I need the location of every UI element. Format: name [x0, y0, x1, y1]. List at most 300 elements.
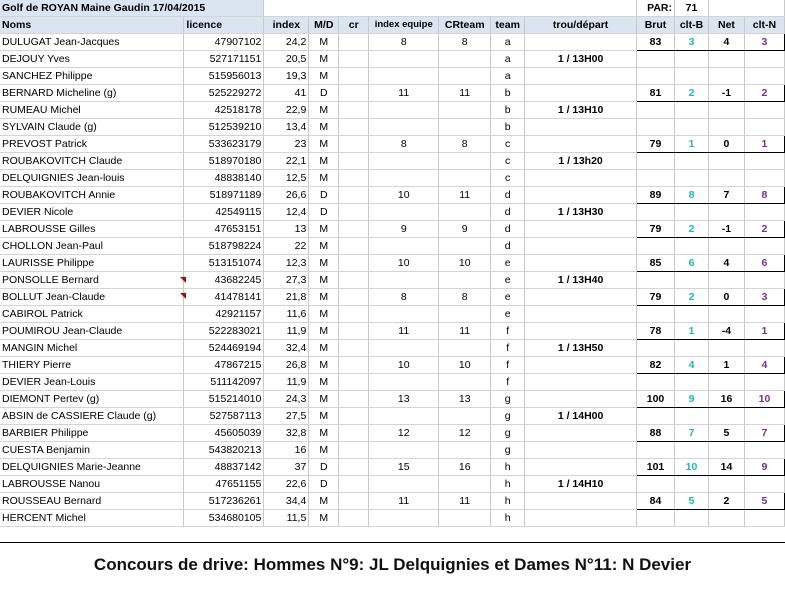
player-name: HERCENT Michel — [0, 510, 184, 527]
player-brut: 101 — [637, 459, 675, 476]
player-row — [0, 153, 785, 170]
player-brut: 89 — [637, 187, 675, 204]
player-licence: 47907102 — [184, 34, 264, 51]
player-name: LAURISSE Philippe — [0, 255, 184, 272]
player-brut — [637, 442, 675, 459]
player-cr — [339, 476, 369, 493]
comment-marker — [180, 293, 186, 299]
player-brut — [637, 153, 675, 170]
player-md: M — [309, 323, 339, 340]
player-trou-depart: 1 / 14H00 — [525, 408, 637, 425]
player-trou-depart — [525, 255, 637, 272]
player-team: g — [491, 442, 525, 459]
player-clt-n: 2 — [744, 221, 784, 238]
player-clt-n: 10 — [744, 391, 784, 408]
player-team: a — [491, 68, 525, 85]
player-row — [0, 510, 785, 527]
player-licence: 47653151 — [184, 221, 264, 238]
player-trou-depart: 1 / 13h20 — [525, 153, 637, 170]
player-index: 22,9 — [264, 102, 309, 119]
player-cr — [339, 102, 369, 119]
player-team: e — [491, 255, 525, 272]
player-clt-n — [744, 510, 784, 527]
player-name: PREVOST Patrick — [0, 136, 184, 153]
player-md: D — [309, 459, 339, 476]
player-name: BERNARD Micheline (g) — [0, 85, 184, 102]
player-index-equipe — [369, 68, 439, 85]
player-net: 4 — [708, 255, 744, 272]
player-index: 32,4 — [264, 340, 309, 357]
player-index: 22,6 — [264, 476, 309, 493]
player-licence: 47651155 — [184, 476, 264, 493]
player-clt-n — [744, 340, 784, 357]
player-team: d — [491, 221, 525, 238]
player-team: a — [491, 51, 525, 68]
player-name: DEJOUY Yves — [0, 51, 184, 68]
player-trou-depart — [525, 119, 637, 136]
player-cr — [339, 34, 369, 51]
player-clt-n — [744, 170, 784, 187]
player-brut — [637, 476, 675, 493]
player-team: e — [491, 306, 525, 323]
player-net — [708, 272, 744, 289]
player-row — [0, 340, 785, 357]
player-cr — [339, 153, 369, 170]
player-cr — [339, 136, 369, 153]
player-net — [708, 119, 744, 136]
player-row — [0, 408, 785, 425]
player-net: 5 — [708, 425, 744, 442]
player-team: f — [491, 340, 525, 357]
player-brut — [637, 408, 675, 425]
player-trou-depart — [525, 68, 637, 85]
player-brut — [637, 374, 675, 391]
player-net — [708, 476, 744, 493]
player-index-equipe: 10 — [369, 255, 439, 272]
player-trou-depart — [525, 34, 637, 51]
header-net: Net — [708, 17, 744, 34]
player-clt-b: 2 — [675, 289, 709, 306]
player-clt-b: 1 — [675, 136, 709, 153]
player-crteam: 11 — [439, 323, 491, 340]
player-row — [0, 221, 785, 238]
player-team: g — [491, 408, 525, 425]
player-cr — [339, 442, 369, 459]
player-row — [0, 272, 785, 289]
par-label: PAR: — [637, 0, 675, 17]
player-index: 11,9 — [264, 374, 309, 391]
player-crteam — [439, 272, 491, 289]
player-crteam: 10 — [439, 357, 491, 374]
header-licence: licence — [184, 17, 264, 34]
player-index: 26,8 — [264, 357, 309, 374]
player-clt-b — [675, 170, 709, 187]
player-md: D — [309, 85, 339, 102]
player-net: 16 — [708, 391, 744, 408]
player-md: M — [309, 102, 339, 119]
player-brut — [637, 51, 675, 68]
header-index-equipe: index equipe — [369, 17, 439, 34]
player-crteam: 8 — [439, 136, 491, 153]
player-cr — [339, 459, 369, 476]
player-net: -1 — [708, 85, 744, 102]
player-net: -4 — [708, 323, 744, 340]
player-trou-depart — [525, 306, 637, 323]
player-team: h — [491, 493, 525, 510]
player-md: M — [309, 34, 339, 51]
player-licence: 522283021 — [184, 323, 264, 340]
player-row — [0, 289, 785, 306]
player-name: POUMIROU Jean-Claude — [0, 323, 184, 340]
player-clt-b: 2 — [675, 85, 709, 102]
player-team: b — [491, 85, 525, 102]
player-team: g — [491, 425, 525, 442]
player-team: h — [491, 510, 525, 527]
player-brut — [637, 306, 675, 323]
player-brut — [637, 119, 675, 136]
player-md: M — [309, 374, 339, 391]
player-cr — [339, 204, 369, 221]
player-crteam — [439, 102, 491, 119]
player-crteam: 10 — [439, 255, 491, 272]
player-index-equipe: 13 — [369, 391, 439, 408]
player-index-equipe: 11 — [369, 323, 439, 340]
player-net: 14 — [708, 459, 744, 476]
player-net — [708, 510, 744, 527]
player-cr — [339, 272, 369, 289]
player-name: CUESTA Benjamin — [0, 442, 184, 459]
player-cr — [339, 51, 369, 68]
player-clt-b — [675, 408, 709, 425]
player-net — [708, 408, 744, 425]
player-cr — [339, 374, 369, 391]
player-clt-n — [744, 153, 784, 170]
player-index-equipe: 8 — [369, 34, 439, 51]
player-licence: 518970180 — [184, 153, 264, 170]
player-md: M — [309, 357, 339, 374]
player-clt-n: 1 — [744, 323, 784, 340]
player-clt-n: 8 — [744, 187, 784, 204]
player-cr — [339, 391, 369, 408]
player-net: 1 — [708, 357, 744, 374]
player-team: b — [491, 119, 525, 136]
player-md: M — [309, 425, 339, 442]
player-md: M — [309, 306, 339, 323]
player-clt-n: 4 — [744, 357, 784, 374]
player-crteam: 16 — [439, 459, 491, 476]
player-row — [0, 374, 785, 391]
player-md: M — [309, 170, 339, 187]
player-row — [0, 476, 785, 493]
player-cr — [339, 119, 369, 136]
player-clt-b: 2 — [675, 221, 709, 238]
comment-marker — [180, 277, 186, 283]
player-cr — [339, 340, 369, 357]
player-clt-b — [675, 51, 709, 68]
player-index-equipe — [369, 340, 439, 357]
player-brut — [637, 272, 675, 289]
player-team: c — [491, 170, 525, 187]
player-cr — [339, 68, 369, 85]
player-crteam: 11 — [439, 187, 491, 204]
header-brut: Brut — [637, 17, 675, 34]
player-clt-b — [675, 306, 709, 323]
player-licence: 518971189 — [184, 187, 264, 204]
player-team: d — [491, 204, 525, 221]
player-licence: 42921157 — [184, 306, 264, 323]
player-clt-n — [744, 204, 784, 221]
player-index-equipe: 8 — [369, 289, 439, 306]
player-md: M — [309, 68, 339, 85]
player-row — [0, 323, 785, 340]
player-clt-b — [675, 442, 709, 459]
player-index: 23 — [264, 136, 309, 153]
player-row — [0, 119, 785, 136]
player-clt-n — [744, 374, 784, 391]
player-crteam — [439, 510, 491, 527]
player-net: 7 — [708, 187, 744, 204]
player-index-equipe — [369, 153, 439, 170]
player-index: 32,8 — [264, 425, 309, 442]
player-crteam: 13 — [439, 391, 491, 408]
player-name: DELQUIGNIES Marie-Jeanne — [0, 459, 184, 476]
player-clt-n: 7 — [744, 425, 784, 442]
player-name: DULUGAT Jean-Jacques — [0, 34, 184, 51]
player-index: 22 — [264, 238, 309, 255]
player-net — [708, 153, 744, 170]
player-team: b — [491, 102, 525, 119]
player-name: ABSIN de CASSIERE Claude (g) — [0, 408, 184, 425]
player-name: BOLLUT Jean-Claude — [0, 289, 184, 306]
player-index-equipe — [369, 408, 439, 425]
player-clt-n — [744, 51, 784, 68]
player-md: D — [309, 204, 339, 221]
player-crteam — [439, 476, 491, 493]
player-licence: 47867215 — [184, 357, 264, 374]
player-crteam — [439, 408, 491, 425]
player-crteam — [439, 442, 491, 459]
player-md: M — [309, 221, 339, 238]
player-crteam: 12 — [439, 425, 491, 442]
player-index: 12,4 — [264, 204, 309, 221]
player-row — [0, 357, 785, 374]
player-trou-depart: 1 / 14H10 — [525, 476, 637, 493]
player-brut: 88 — [637, 425, 675, 442]
player-trou-depart — [525, 323, 637, 340]
player-licence: 42549115 — [184, 204, 264, 221]
player-team: f — [491, 323, 525, 340]
player-licence: 525229272 — [184, 85, 264, 102]
player-net: 4 — [708, 34, 744, 51]
player-clt-b: 4 — [675, 357, 709, 374]
player-cr — [339, 238, 369, 255]
player-crteam — [439, 153, 491, 170]
player-md: M — [309, 340, 339, 357]
player-trou-depart — [525, 425, 637, 442]
player-clt-b — [675, 102, 709, 119]
player-brut: 81 — [637, 85, 675, 102]
player-cr — [339, 85, 369, 102]
player-trou-depart — [525, 357, 637, 374]
player-crteam — [439, 374, 491, 391]
player-index: 24,3 — [264, 391, 309, 408]
player-clt-b: 8 — [675, 187, 709, 204]
player-name: LABROUSSE Nanou — [0, 476, 184, 493]
player-index: 26,6 — [264, 187, 309, 204]
player-index: 41 — [264, 85, 309, 102]
player-row — [0, 204, 785, 221]
player-clt-b — [675, 238, 709, 255]
player-cr — [339, 306, 369, 323]
player-trou-depart: 1 / 13H40 — [525, 272, 637, 289]
player-clt-n: 3 — [744, 34, 784, 51]
player-trou-depart — [525, 238, 637, 255]
player-index: 20,5 — [264, 51, 309, 68]
player-clt-n: 3 — [744, 289, 784, 306]
player-row — [0, 51, 785, 68]
player-md: M — [309, 255, 339, 272]
player-trou-depart: 1 / 13H50 — [525, 340, 637, 357]
player-trou-depart — [525, 374, 637, 391]
player-name: ROUBAKOVITCH Claude — [0, 153, 184, 170]
player-team: d — [491, 187, 525, 204]
player-clt-n — [744, 119, 784, 136]
player-name: DIEMONT Pertev (g) — [0, 391, 184, 408]
par-value: 71 — [675, 0, 709, 17]
player-row — [0, 493, 785, 510]
player-row — [0, 68, 785, 85]
player-clt-n: 6 — [744, 255, 784, 272]
player-name: ROUSSEAU Bernard — [0, 493, 184, 510]
player-md: M — [309, 51, 339, 68]
player-licence: 527587113 — [184, 408, 264, 425]
player-cr — [339, 493, 369, 510]
player-licence: 511142097 — [184, 374, 264, 391]
player-clt-b — [675, 510, 709, 527]
player-cr — [339, 170, 369, 187]
player-md: D — [309, 476, 339, 493]
player-trou-depart — [525, 289, 637, 306]
player-md: M — [309, 153, 339, 170]
player-clt-n: 2 — [744, 85, 784, 102]
player-team: c — [491, 136, 525, 153]
player-index-equipe — [369, 204, 439, 221]
player-index-equipe — [369, 442, 439, 459]
player-clt-n — [744, 476, 784, 493]
player-index: 27,3 — [264, 272, 309, 289]
player-licence: 515214010 — [184, 391, 264, 408]
player-net: 0 — [708, 136, 744, 153]
player-crteam — [439, 340, 491, 357]
player-clt-n — [744, 102, 784, 119]
header-md: M/D — [309, 17, 339, 34]
player-cr — [339, 221, 369, 238]
player-index: 11,5 — [264, 510, 309, 527]
player-cr — [339, 187, 369, 204]
player-net — [708, 68, 744, 85]
header-cr: cr — [339, 17, 369, 34]
player-clt-b — [675, 204, 709, 221]
player-name: LABROUSSE Gilles — [0, 221, 184, 238]
player-row — [0, 238, 785, 255]
drive-contest-footer: Concours de drive: Hommes N°9: JL Delquignies et Dames N°11: N Devier — [0, 542, 785, 587]
player-crteam: 8 — [439, 34, 491, 51]
player-crteam — [439, 119, 491, 136]
player-row — [0, 34, 785, 51]
player-brut — [637, 340, 675, 357]
player-clt-n: 1 — [744, 136, 784, 153]
header-team: team — [491, 17, 525, 34]
player-brut: 78 — [637, 323, 675, 340]
player-trou-depart: 1 / 13H30 — [525, 204, 637, 221]
player-crteam — [439, 170, 491, 187]
player-name: DELQUIGNIES Jean-louis — [0, 170, 184, 187]
player-name: DEVIER Jean-Louis — [0, 374, 184, 391]
player-team: e — [491, 272, 525, 289]
player-clt-b: 3 — [675, 34, 709, 51]
player-crteam: 8 — [439, 289, 491, 306]
player-index: 16 — [264, 442, 309, 459]
player-net — [708, 238, 744, 255]
player-row — [0, 391, 785, 408]
player-licence: 527171151 — [184, 51, 264, 68]
player-md: D — [309, 187, 339, 204]
player-row — [0, 306, 785, 323]
player-md: M — [309, 408, 339, 425]
player-clt-n — [744, 68, 784, 85]
header-noms: Noms — [0, 17, 184, 34]
player-trou-depart — [525, 459, 637, 476]
player-trou-depart — [525, 391, 637, 408]
player-licence: 41478141 — [184, 289, 264, 306]
player-team: f — [491, 357, 525, 374]
player-team: a — [491, 34, 525, 51]
player-index-equipe: 12 — [369, 425, 439, 442]
player-clt-b: 10 — [675, 459, 709, 476]
player-index: 24,2 — [264, 34, 309, 51]
player-name: SYLVAIN Claude (g) — [0, 119, 184, 136]
player-index-equipe — [369, 272, 439, 289]
player-licence: 515956013 — [184, 68, 264, 85]
player-clt-b — [675, 68, 709, 85]
player-clt-n — [744, 272, 784, 289]
player-crteam — [439, 306, 491, 323]
player-clt-b — [675, 119, 709, 136]
player-index-equipe — [369, 476, 439, 493]
player-index-equipe: 11 — [369, 85, 439, 102]
player-crteam — [439, 238, 491, 255]
header-clt-b: clt-B — [675, 17, 709, 34]
player-net — [708, 374, 744, 391]
player-md: M — [309, 238, 339, 255]
title-row — [0, 0, 785, 17]
player-cr — [339, 357, 369, 374]
player-net — [708, 340, 744, 357]
player-net — [708, 204, 744, 221]
player-trou-depart — [525, 85, 637, 102]
player-trou-depart — [525, 136, 637, 153]
player-row — [0, 136, 785, 153]
player-clt-n — [744, 442, 784, 459]
player-trou-depart — [525, 170, 637, 187]
player-index-equipe — [369, 238, 439, 255]
player-index-equipe — [369, 170, 439, 187]
player-row — [0, 187, 785, 204]
player-brut: 79 — [637, 289, 675, 306]
player-name: RUMEAU Michel — [0, 102, 184, 119]
player-md: M — [309, 391, 339, 408]
player-trou-depart: 1 / 13H10 — [525, 102, 637, 119]
